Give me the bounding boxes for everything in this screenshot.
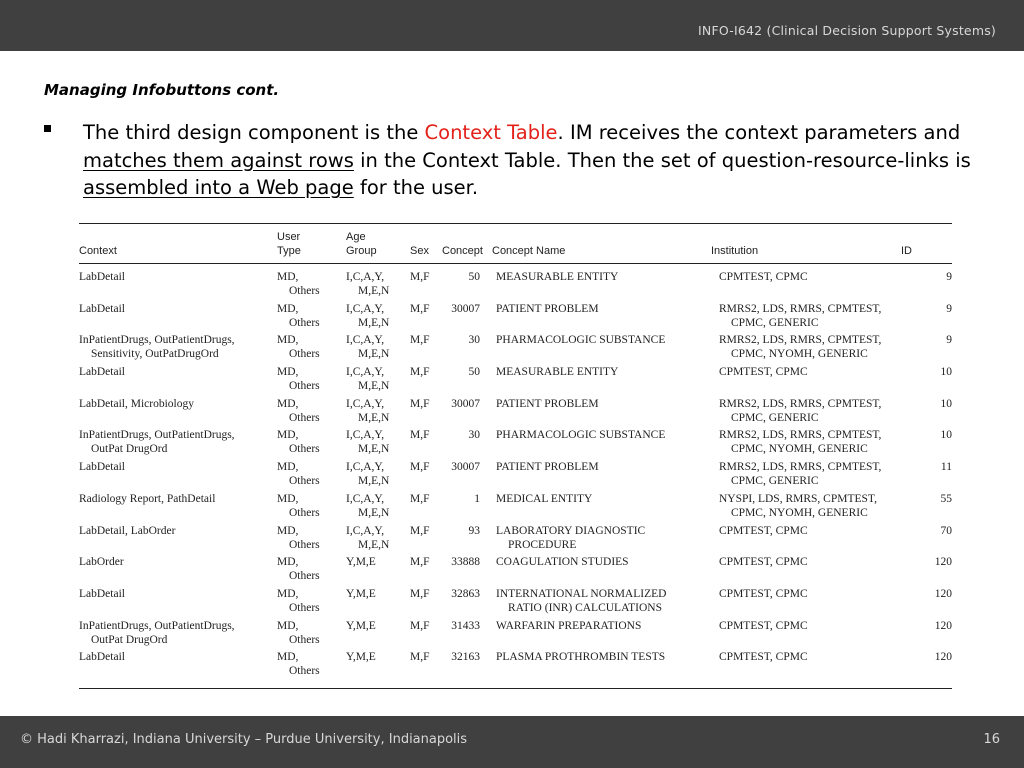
institution-line1: NYSPI, LDS, RMRS, CPMTEST, [719, 492, 877, 505]
context-line1: LabOrder [79, 556, 124, 569]
cell-concept-name [488, 619, 711, 651]
cell-user-type [277, 587, 346, 619]
user-type-line2: Others [289, 665, 320, 678]
cell-concept [442, 460, 488, 492]
cell-concept [442, 428, 488, 460]
institution-line1: CPMTEST, CPMC [719, 619, 808, 632]
cell-user-type [277, 460, 346, 492]
cell-context [79, 365, 277, 397]
age-group-line1: I,C,A,Y, [346, 271, 385, 283]
sex-value: M,F [410, 651, 430, 664]
concept-name-line1: COAGULATION STUDIES [496, 556, 629, 569]
age-group-line2: M,E,N [358, 316, 390, 329]
age-group-line2: M,E,N [358, 475, 390, 488]
institution-line1: RMRS2, LDS, RMRS, CPMTEST, [719, 461, 882, 474]
concept-name-line1: PHARMACOLOGIC SUBSTANCE [496, 429, 666, 442]
sex-value: M,F [410, 524, 430, 537]
user-type-line1: MD, [277, 461, 299, 474]
cell-institution [711, 365, 901, 397]
table-row [79, 428, 952, 460]
table-row [79, 524, 952, 556]
underlined-phrase: matches them against rows [83, 148, 354, 172]
cell-concept [442, 333, 488, 365]
row-id: 55 [940, 492, 952, 505]
bullet-text-part: . IM receives the context parameters and [557, 121, 961, 144]
sex-value: M,F [410, 461, 430, 474]
cell-id [901, 397, 952, 429]
cell-concept [442, 397, 488, 429]
user-type-line2: Others [289, 411, 320, 424]
user-type-line1: MD, [277, 366, 299, 379]
row-id: 10 [940, 397, 952, 410]
cell-user-type [277, 397, 346, 429]
age-group-line2: M,E,N [358, 506, 390, 519]
age-group-line1: I,C,A,Y, [346, 334, 385, 347]
cell-concept [442, 555, 488, 587]
table-header-row [79, 224, 952, 264]
concept-code: 33888 [451, 556, 480, 569]
course-title: INFO-I642 (Clinical Decision Support Systems) [698, 23, 996, 38]
cell-id [901, 587, 952, 619]
slide-subtitle: Managing Infobuttons cont. [44, 81, 280, 99]
cell-institution [711, 587, 901, 619]
context-line1: LabDetail [79, 587, 125, 600]
row-id: 9 [946, 271, 952, 283]
cell-concept-name [488, 397, 711, 429]
context-line1: InPatientDrugs, OutPatientDrugs, [79, 619, 235, 632]
concept-name-line2: RATIO (INR) CALCULATIONS [508, 601, 662, 614]
concept-name-line1: INTERNATIONAL NORMALIZED [496, 587, 667, 600]
cell-concept [442, 524, 488, 556]
header-age-group-line1: Age [346, 231, 366, 243]
cell-age-group [346, 302, 410, 334]
cell-sex [410, 302, 442, 334]
age-group-line2: M,E,N [358, 285, 390, 297]
concept-code: 1 [474, 492, 480, 505]
age-group-line2: M,E,N [358, 348, 390, 361]
user-type-line1: MD, [277, 271, 299, 283]
cell-concept-name [488, 650, 711, 688]
cell-id [901, 555, 952, 587]
concept-name-line1: PATIENT PROBLEM [496, 397, 599, 410]
header-sex: Sex [410, 224, 442, 264]
square-bullet-icon [44, 125, 51, 132]
row-id: 120 [934, 619, 952, 632]
cell-concept-name [488, 302, 711, 334]
concept-code: 50 [468, 366, 480, 379]
context-line1: InPatientDrugs, OutPatientDrugs, [79, 429, 235, 442]
table-row [79, 650, 952, 688]
header-user-type-line1: User [277, 231, 301, 243]
cell-concept-name [488, 492, 711, 524]
institution-line1: CPMTEST, CPMC [719, 587, 808, 600]
cell-institution [711, 428, 901, 460]
cell-age-group [346, 619, 410, 651]
age-group-line1: I,C,A,Y, [346, 524, 385, 537]
context-line1: Radiology Report, PathDetail [79, 492, 216, 505]
user-type-line2: Others [289, 348, 320, 361]
cell-concept [442, 492, 488, 524]
user-type-line2: Others [289, 475, 320, 488]
table-row [79, 333, 952, 365]
row-id: 10 [940, 366, 952, 379]
context-line1: LabDetail [79, 651, 125, 664]
institution-line2: CPMC, GENERIC [731, 475, 819, 488]
context-line2: Sensitivity, OutPatDrugOrd [91, 348, 219, 361]
age-group-line1: I,C,A,Y, [346, 397, 385, 410]
institution-line1: RMRS2, LDS, RMRS, CPMTEST, [719, 334, 882, 347]
cell-context [79, 619, 277, 651]
user-type-line2: Others [289, 380, 320, 393]
cell-institution [711, 302, 901, 334]
cell-institution [711, 333, 901, 365]
user-type-line2: Others [289, 443, 320, 456]
cell-age-group [346, 460, 410, 492]
concept-code: 31433 [451, 619, 480, 632]
concept-name-line1: PLASMA PROTHROMBIN TESTS [496, 651, 666, 664]
concept-name-line1: LABORATORY DIAGNOSTIC [496, 524, 646, 537]
bullet-point [44, 119, 994, 202]
institution-line1: RMRS2, LDS, RMRS, CPMTEST, [719, 429, 882, 442]
cell-age-group [346, 365, 410, 397]
cell-context [79, 333, 277, 365]
age-group-line1: I,C,A,Y, [346, 492, 385, 505]
sex-value: M,F [410, 429, 430, 442]
cell-context [79, 524, 277, 556]
row-id: 9 [946, 334, 952, 347]
cell-id [901, 524, 952, 556]
cell-id [901, 492, 952, 524]
cell-sex [410, 460, 442, 492]
concept-name-line1: PHARMACOLOGIC SUBSTANCE [496, 334, 666, 347]
cell-id [901, 619, 952, 651]
user-type-line1: MD, [277, 524, 299, 537]
cell-sex [410, 397, 442, 429]
cell-concept-name [488, 460, 711, 492]
cell-id [901, 264, 952, 302]
context-line1: LabDetail, LabOrder [79, 524, 176, 537]
concept-code: 30 [468, 429, 480, 442]
age-group-line1: Y,M,E [346, 556, 376, 569]
cell-institution [711, 524, 901, 556]
context-line1: LabDetail [79, 461, 125, 474]
cell-concept [442, 619, 488, 651]
cell-concept [442, 365, 488, 397]
age-group-line2: M,E,N [358, 380, 390, 393]
concept-name-line1: MEASURABLE ENTITY [496, 366, 619, 379]
cell-user-type [277, 650, 346, 688]
sex-value: M,F [410, 397, 430, 410]
row-id: 10 [940, 429, 952, 442]
table-row [79, 587, 952, 619]
institution-line1: CPMTEST, CPMC [719, 651, 808, 664]
age-group-line2: M,E,N [358, 411, 390, 424]
cell-context [79, 587, 277, 619]
cell-sex [410, 650, 442, 688]
user-type-line1: MD, [277, 651, 299, 664]
header-age-group-line2: Group [346, 245, 377, 257]
cell-concept-name [488, 428, 711, 460]
concept-code: 30 [468, 334, 480, 347]
cell-concept-name [488, 264, 711, 302]
age-group-line2: M,E,N [358, 538, 390, 551]
cell-concept [442, 587, 488, 619]
user-type-line2: Others [289, 601, 320, 614]
user-type-line2: Others [289, 506, 320, 519]
user-type-line2: Others [289, 570, 320, 583]
row-id: 120 [934, 651, 952, 664]
table-row [79, 302, 952, 334]
user-type-line1: MD, [277, 302, 299, 315]
sex-value: M,F [410, 271, 430, 283]
table-row [79, 460, 952, 492]
header-id: ID [901, 224, 952, 264]
institution-line2: CPMC, NYOMH, GENERIC [731, 348, 868, 361]
cell-user-type [277, 264, 346, 302]
concept-code: 30007 [451, 397, 480, 410]
age-group-line1: I,C,A,Y, [346, 461, 385, 474]
user-type-line2: Others [289, 633, 320, 646]
user-type-line1: MD, [277, 587, 299, 600]
cell-id [901, 302, 952, 334]
cell-concept-name [488, 333, 711, 365]
concept-name-line1: MEDICAL ENTITY [496, 492, 593, 505]
concept-name-line1: WARFARIN PREPARATIONS [496, 619, 642, 632]
cell-context [79, 460, 277, 492]
context-line2: OutPat DrugOrd [91, 633, 168, 646]
age-group-line1: I,C,A,Y, [346, 429, 385, 442]
copyright-text: © Hadi Kharrazi, Indiana University – Purdue University, Indianapolis [20, 732, 468, 747]
cell-user-type [277, 428, 346, 460]
user-type-line1: MD, [277, 492, 299, 505]
row-id: 11 [940, 461, 952, 474]
table-row [79, 492, 952, 524]
cell-institution [711, 555, 901, 587]
cell-context [79, 555, 277, 587]
header-age-group [346, 224, 410, 264]
age-group-line1: I,C,A,Y, [346, 302, 385, 315]
cell-age-group [346, 524, 410, 556]
concept-name-line1: MEASURABLE ENTITY [496, 271, 619, 283]
user-type-line1: MD, [277, 556, 299, 569]
institution-line1: CPMTEST, CPMC [719, 556, 808, 569]
footer-bar [0, 716, 1024, 768]
cell-context [79, 650, 277, 688]
cell-institution [711, 619, 901, 651]
user-type-line1: MD, [277, 619, 299, 632]
cell-age-group [346, 428, 410, 460]
sex-value: M,F [410, 619, 430, 632]
table-body [79, 264, 952, 689]
user-type-line2: Others [289, 316, 320, 329]
cell-user-type [277, 365, 346, 397]
institution-line1: CPMTEST, CPMC [719, 366, 808, 379]
header-user-type-line2: Type [277, 245, 301, 257]
bullet-text-part: The third design component is the [83, 121, 425, 144]
cell-user-type [277, 524, 346, 556]
cell-user-type [277, 333, 346, 365]
header-user-type [277, 224, 346, 264]
institution-line2: CPMC, NYOMH, GENERIC [731, 443, 868, 456]
cell-id [901, 428, 952, 460]
cell-sex [410, 619, 442, 651]
concept-name-line1: PATIENT PROBLEM [496, 461, 599, 474]
cell-sex [410, 524, 442, 556]
cell-concept [442, 650, 488, 688]
institution-line2: CPMC, GENERIC [731, 411, 819, 424]
bullet-text-part: in the Context Table. Then the set of question-resource-links is [353, 148, 971, 172]
cell-context [79, 428, 277, 460]
cell-institution [711, 264, 901, 302]
cell-user-type [277, 492, 346, 524]
context-line1: LabDetail [79, 366, 125, 379]
underlined-phrase: assembled into a Web page [83, 176, 354, 199]
header-concept: Concept [442, 224, 488, 264]
cell-age-group [346, 555, 410, 587]
context-table [79, 223, 952, 689]
institution-line1: CPMTEST, CPMC [719, 271, 808, 283]
cell-user-type [277, 555, 346, 587]
cell-id [901, 333, 952, 365]
cell-institution [711, 650, 901, 688]
cell-sex [410, 428, 442, 460]
cell-sex [410, 492, 442, 524]
sex-value: M,F [410, 366, 430, 379]
age-group-line1: Y,M,E [346, 619, 376, 632]
context-line1: LabDetail [79, 302, 125, 315]
cell-sex [410, 587, 442, 619]
header-institution: Institution [711, 224, 901, 264]
cell-age-group [346, 492, 410, 524]
cell-concept-name [488, 524, 711, 556]
row-id: 120 [934, 587, 952, 600]
cell-institution [711, 460, 901, 492]
institution-line1: RMRS2, LDS, RMRS, CPMTEST, [719, 397, 882, 410]
cell-age-group [346, 650, 410, 688]
cell-concept-name [488, 365, 711, 397]
sex-value: M,F [410, 556, 430, 569]
concept-name-line1: PATIENT PROBLEM [496, 302, 599, 315]
table-row [79, 365, 952, 397]
user-type-line1: MD, [277, 334, 299, 347]
cell-concept [442, 264, 488, 302]
page-number: 16 [983, 732, 1000, 747]
age-group-line2: M,E,N [358, 443, 390, 456]
cell-id [901, 650, 952, 688]
context-table-grid [79, 223, 952, 689]
institution-line1: CPMTEST, CPMC [719, 524, 808, 537]
concept-name-line2: PROCEDURE [508, 538, 577, 551]
cell-age-group [346, 333, 410, 365]
row-id: 120 [934, 556, 952, 569]
bullet-text-part: for the user. [353, 176, 479, 199]
cell-age-group [346, 397, 410, 429]
cell-context [79, 397, 277, 429]
concept-code: 32163 [451, 651, 480, 664]
cell-context [79, 264, 277, 302]
context-line1: LabDetail [79, 271, 125, 283]
concept-code: 30007 [451, 302, 480, 315]
cell-concept-name [488, 587, 711, 619]
cell-context [79, 492, 277, 524]
context-line1: LabDetail, Microbiology [79, 397, 194, 410]
table-row [79, 619, 952, 651]
cell-id [901, 365, 952, 397]
concept-code: 50 [468, 271, 480, 283]
header-context: Context [79, 224, 277, 264]
concept-code: 93 [468, 524, 480, 537]
header-concept-name: Concept Name [488, 224, 711, 264]
age-group-line1: Y,M,E [346, 651, 376, 664]
cell-context [79, 302, 277, 334]
concept-code: 32863 [451, 587, 480, 600]
cell-age-group [346, 587, 410, 619]
age-group-line1: I,C,A,Y, [346, 366, 385, 379]
header-bar [0, 0, 1024, 51]
user-type-line2: Others [289, 285, 320, 297]
table-row [79, 397, 952, 429]
cell-institution [711, 492, 901, 524]
cell-sex [410, 365, 442, 397]
table-row [79, 264, 952, 302]
institution-line2: CPMC, GENERIC [731, 316, 819, 329]
sex-value: M,F [410, 334, 430, 347]
table-row [79, 555, 952, 587]
user-type-line2: Others [289, 538, 320, 551]
user-type-line1: MD, [277, 429, 299, 442]
sex-value: M,F [410, 492, 430, 505]
cell-age-group [346, 264, 410, 302]
institution-line2: CPMC, NYOMH, GENERIC [731, 506, 868, 519]
sex-value: M,F [410, 587, 430, 600]
cell-id [901, 460, 952, 492]
cell-sex [410, 264, 442, 302]
row-id: 70 [940, 524, 952, 537]
cell-user-type [277, 619, 346, 651]
bullet-text [83, 119, 994, 202]
row-id: 9 [946, 302, 952, 315]
context-table-highlight: Context Table [424, 121, 558, 144]
age-group-line1: Y,M,E [346, 587, 376, 600]
cell-institution [711, 397, 901, 429]
concept-code: 30007 [451, 461, 480, 474]
user-type-line1: MD, [277, 397, 299, 410]
cell-concept-name [488, 555, 711, 587]
sex-value: M,F [410, 302, 430, 315]
cell-user-type [277, 302, 346, 334]
cell-sex [410, 555, 442, 587]
context-line2: OutPat DrugOrd [91, 443, 168, 456]
cell-sex [410, 333, 442, 365]
cell-concept [442, 302, 488, 334]
context-line1: InPatientDrugs, OutPatientDrugs, [79, 334, 235, 347]
institution-line1: RMRS2, LDS, RMRS, CPMTEST, [719, 302, 882, 315]
